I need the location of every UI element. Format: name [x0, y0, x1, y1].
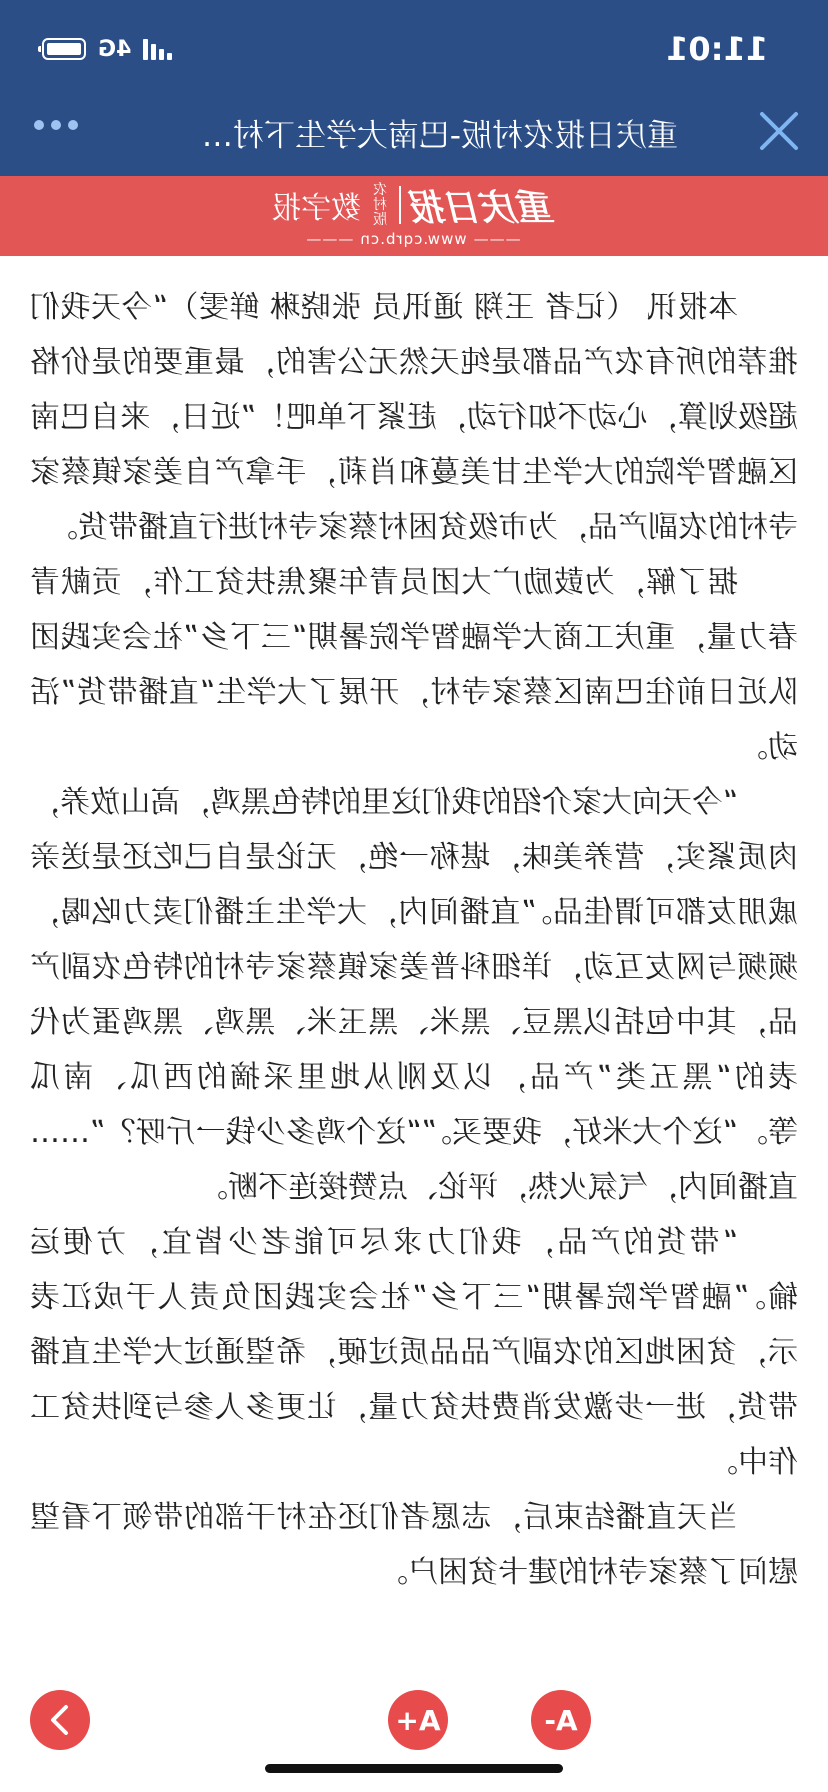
status-indicators	[42, 32, 172, 66]
article-paragraph: 据了解，为鼓励广大团员青年聚焦扶贫工作，贡献青春力量，重庆工商大学融智学院暑期“三下乡”社会实践团队近日前往巴南区蔡家寺村，开展了大学生“直播带货”活动。	[30, 565, 798, 765]
article-paragraph: “带货的产品，我们力求尽可能老少皆宜，方便运输。”融智学院暑期“三下乡”社会实践团负责人于成江表示，贫困地区的农副产品品质过硬，希望通过大学生直播带货，进一步激发消费扶贫力量，让更多人参与到扶贫工作中。	[30, 1225, 798, 1480]
article-paragraph: 本报讯 （记者 王翔 通讯员 张晓琳 鲜雯）“今天我们推荐的所有农产品都是纯天然无公害的，最重要的是价格超级划算，心动不如行动，赶紧下单吧！”近日，来自巴南区融智学院的大学生甘美蔓和肖莉，手拿产自姜家镇蔡家寺村的农副产品，为市级贫困村蔡家寺村进行直播带货。	[30, 290, 798, 545]
top-bar	[0, 0, 828, 176]
status-time: 11:01	[666, 30, 768, 68]
banner-logo	[258, 180, 568, 252]
close-icon[interactable]	[756, 108, 802, 154]
logo-main-text: 重庆日报	[411, 186, 556, 229]
article-paragraph: 当天直播结束后，志愿者们还在村干部的带领下看望慰问了蔡家寺村的建卡贫困户。	[30, 1500, 798, 1590]
chevron-right-icon	[46, 1704, 74, 1736]
battery-icon	[42, 38, 86, 60]
article-body	[30, 280, 798, 1600]
next-page-button[interactable]	[30, 1690, 90, 1750]
more-dots-icon[interactable]	[34, 120, 78, 130]
page-title: 重庆日报农村版-巴南大学生下村…	[201, 118, 678, 154]
home-indicator[interactable]	[265, 1764, 563, 1773]
logo-digital-text: 数字报	[271, 191, 361, 226]
article-paragraph: “今天向大家介绍的我们这里的特色黑鸡，高山放养，肉质紧实，营养美味，堪称一绝，无论是自己吃还是送亲戚朋友都可谓佳品。”直播间内，大学生主播们卖力吆喝，频频与网友互动，详细科普姜家镇蔡家寺村的特色农副产品，其中包括以黑豆、黑米、黑玉米、黑鸡、黑鸡蛋为代表的“黑五类”产品，以及刚从地里采摘的西瓜、南瓜等。“这个大米好，我要买。”“这个鸡多少钱一斤呀？”……直播间内，气氛火热，评论、点赞接连不断。	[30, 785, 798, 1205]
font-smaller-button[interactable]: A-	[531, 1690, 591, 1750]
newspaper-banner	[0, 176, 828, 256]
logo-url: ——— www.cqrb.cn ———	[299, 230, 526, 248]
logo-sub-text: 农村版	[373, 181, 387, 228]
logo-divider	[399, 186, 401, 224]
font-larger-button[interactable]: A+	[388, 1690, 448, 1750]
network-label: 4G	[98, 36, 132, 62]
signal-bars-icon	[143, 38, 172, 60]
